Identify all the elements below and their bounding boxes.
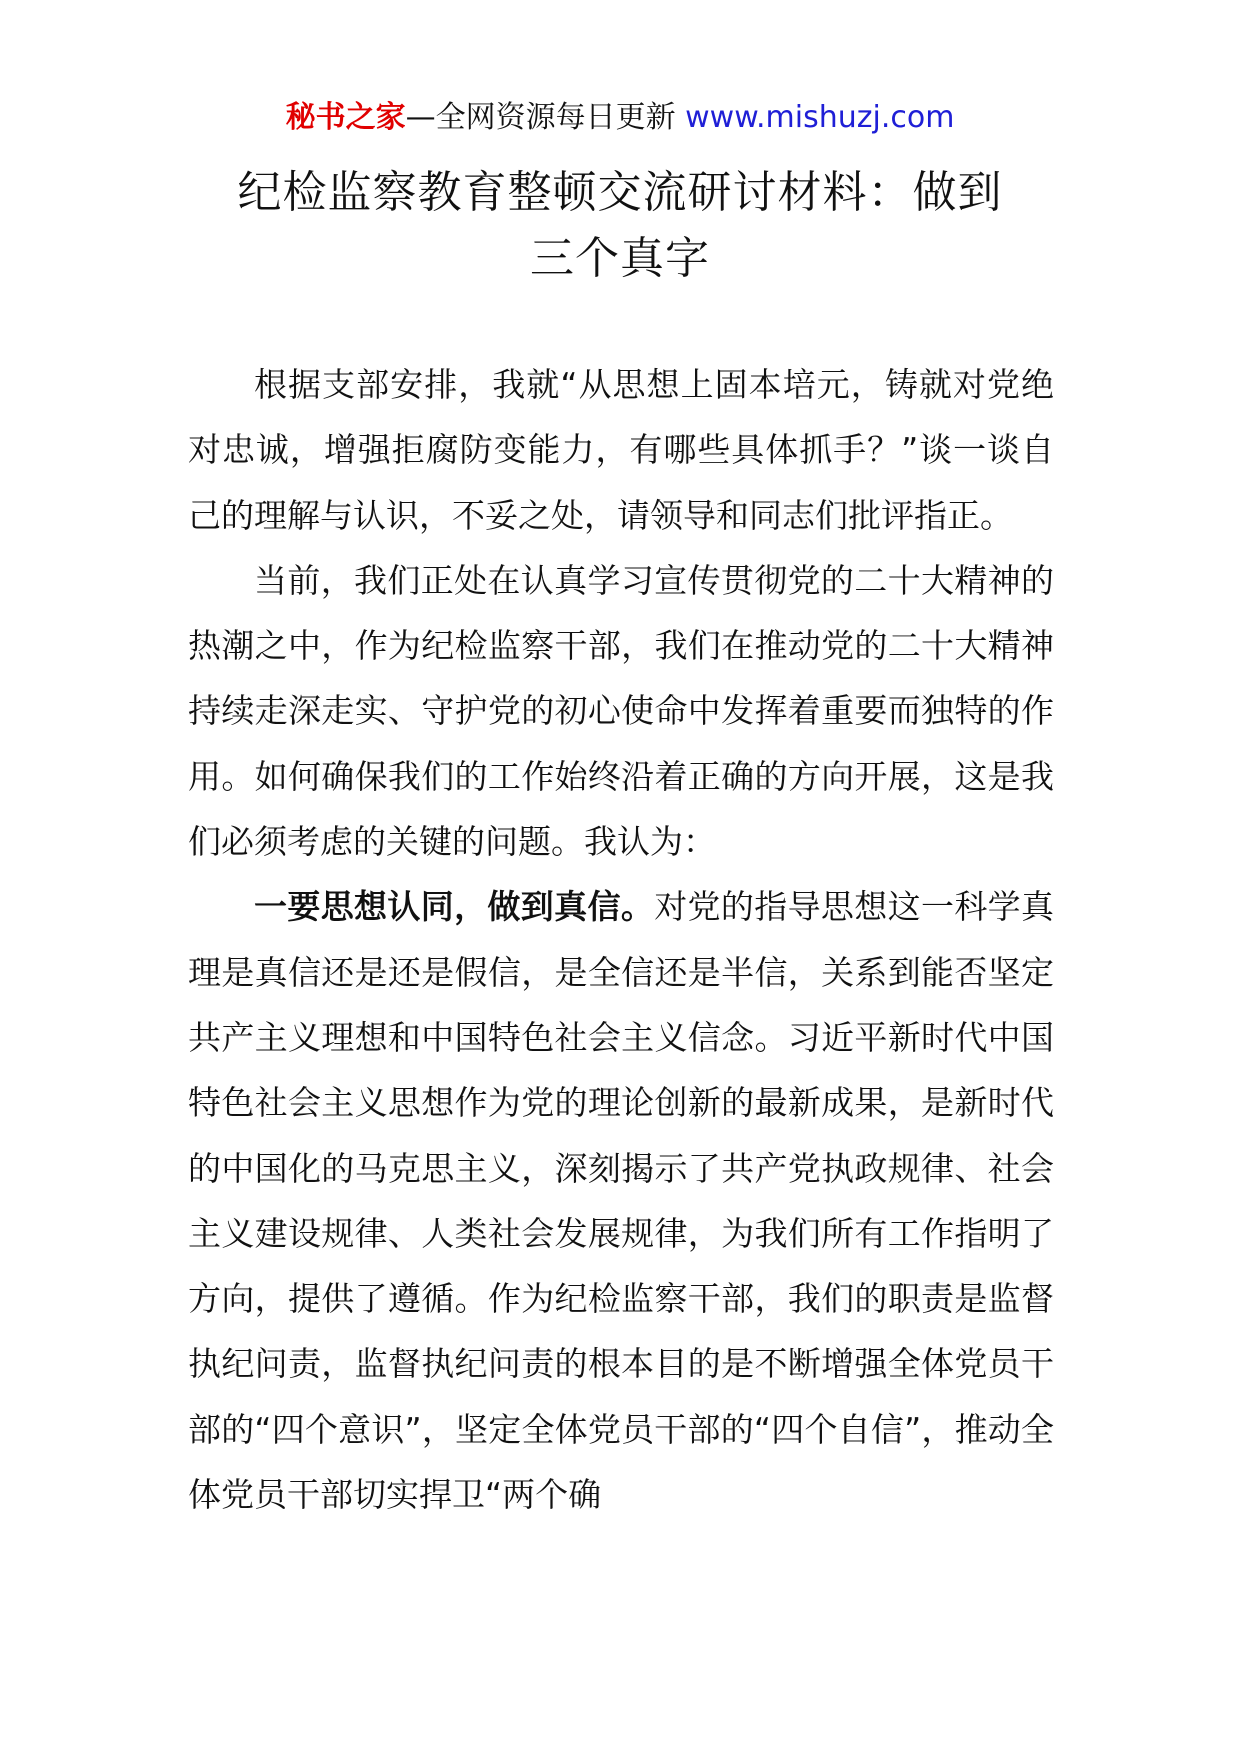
paragraph-lead: 一要思想认同，做到真信。 [254, 887, 655, 927]
site-url-link[interactable]: www.mishuzj.com [685, 100, 955, 135]
paragraph-context [188, 548, 1054, 874]
paragraph-text: 当前，我们正处在认真学习宣传贯彻党的二十大精神的热潮之中，作为纪检监察干部，我们在推动党的二十大精神持续走深走实、守护党的初心使命中发挥着重要而独特的作用。如何确保我们的工作始终沿着正确的方向开展，这是我们必须考虑的关键的问题。我认为： [188, 560, 1054, 862]
paragraph-point-one [188, 874, 1054, 1527]
paragraph-text: 对党的指导思想这一科学真理是真信还是还是假信，是全信还是半信，关系到能否坚定共产主义理想和中国特色社会主义信念。习近平新时代中国特色社会主义思想作为党的理论创新的最新成果，是新时代的中国化的马克思主义，深刻揭示了共产党执政规律、社会主义建设规律、人类社会发展规律，为我们所有工作指明了方向，提供了遵循。作为纪检监察干部，我们的职责是监督执纪问责，监督执纪问责的根本目的是不断增强全体党员干部的“四个意识”，坚定全体党员干部的“四个自信”，推动全体党员干部切实捍卫“两个确 [188, 887, 1055, 1515]
paragraph-text: 根据支部安排，我就“从思想上固本培元，铸就对党绝对忠诚，增强拒腐防变能力，有哪些具体抓手？”谈一谈自己的理解与认识，不妥之处，请领导和同志们批评指正。 [188, 365, 1054, 535]
title-line-1: 纪检监察教育整顿交流研讨材料：做到 [237, 167, 1003, 218]
document-body [188, 352, 1054, 1527]
paragraph-intro [188, 352, 1054, 548]
document-title [190, 160, 1050, 292]
brand-name: 秘书之家 [285, 100, 406, 135]
header-slogan: —全网资源每日更新 [405, 100, 676, 135]
site-header [0, 98, 1240, 138]
title-line-2: 三个真字 [530, 233, 710, 284]
